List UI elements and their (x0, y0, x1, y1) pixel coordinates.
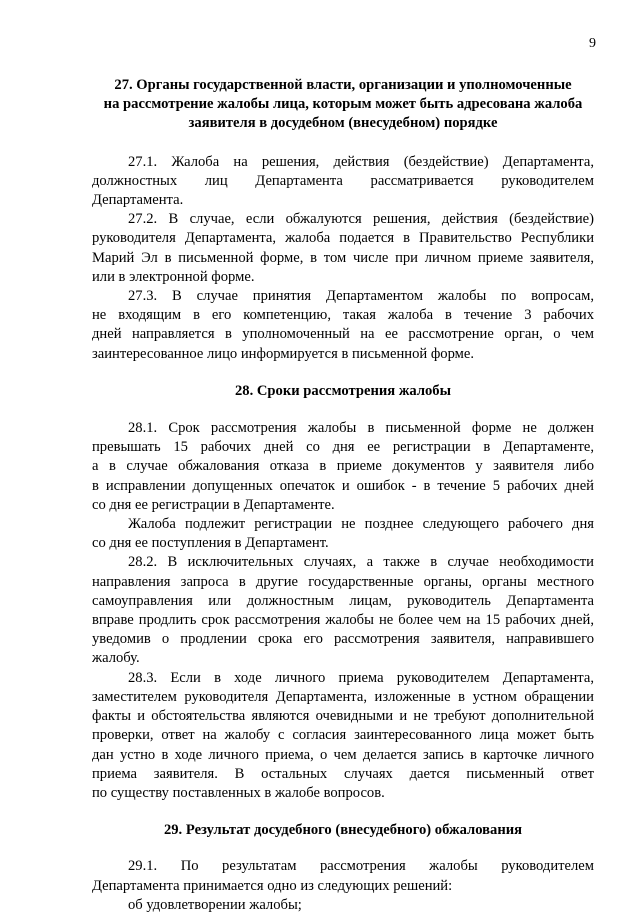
paragraph-line: заместителем руководителя Департамента, изложенные в устном обращении (92, 688, 594, 705)
paragraph-line: уведомив о продлении срока его рассмотрения заявителя, направившего (92, 631, 594, 648)
spacer (92, 134, 594, 153)
section-27-title-line: заявителя в досудебном (внесудебном) порядке (188, 115, 498, 132)
paragraph-28-3 (92, 669, 594, 803)
paragraph-line: факты и обстоятельства являются очевидными и не требуют дополнительной (92, 708, 594, 725)
paragraph-line: 28.1. Срок рассмотрения жалобы в письменной форме не должен (128, 420, 594, 437)
section-27-title-line: 27. Органы государственной власти, организации и уполномоченные (114, 77, 572, 93)
paragraph-line: дней направляется в уполномоченный на ее рассмотрение орган, о чем (92, 326, 594, 343)
paragraph-28-1 (92, 419, 594, 515)
spacer (92, 803, 594, 821)
paragraph-27-2 (92, 210, 594, 287)
page-content (92, 76, 594, 915)
paragraph-line: 27.3. В случае принятия Департаментом жалобы по вопросам, (128, 288, 594, 305)
paragraph-line: приема заявителя. В остальных случаях дается письменный ответ (92, 765, 594, 782)
paragraph-27-1 (92, 153, 594, 211)
paragraph-28-2 (92, 553, 594, 668)
spacer (92, 401, 594, 419)
paragraph-line: руководителя Департамента, жалоба подается в Правительство Республики (92, 230, 594, 247)
paragraph-line: или в электронной форме. (92, 268, 255, 285)
paragraph-line: по существу поставленных в жалобе вопросов. (92, 784, 385, 801)
paragraph-29-1 (92, 857, 594, 895)
paragraph-line: со дня ее поступления в Департамент. (92, 535, 329, 552)
paragraph-29-decision-1 (92, 896, 594, 915)
paragraph-line: превышать 15 рабочих дней со дня ее регистрации в Департаменте, (92, 439, 594, 456)
paragraph-line: дан устно в ходе личного приема, о чем делается запись в карточке личного (92, 746, 594, 763)
spacer (92, 364, 594, 382)
paragraph-28-registration (92, 515, 594, 553)
paragraph-line: со дня ее регистрации в Департаменте. (92, 496, 335, 513)
page-number: 9 (589, 36, 596, 51)
paragraph-line: 29.1. По результатам рассмотрения жалобы руководителем (128, 858, 594, 875)
paragraph-line: направления запроса в другие государственные органы, органы местного (92, 573, 594, 590)
spacer (92, 840, 594, 857)
paragraph-line: 28.3. Если в ходе личного приема руководителем Департамента, (128, 669, 594, 686)
paragraph-line: самоуправления или должностным лицам, руководитель Департамента (92, 592, 594, 609)
section-29-title: 29. Результат досудебного (внесудебного) обжалования (163, 822, 523, 839)
paragraph-line: в исправлении допущенных опечаток и ошибок - в течение 5 рабочих дней (92, 477, 594, 494)
paragraph-line: 28.2. В исключительных случаях, а также в случае необходимости (128, 554, 594, 571)
section-28-title: 28. Сроки рассмотрения жалобы (234, 382, 451, 399)
paragraph-27-3 (92, 287, 594, 364)
paragraph-line: должностных лиц Департамента рассматривается руководителем (92, 172, 594, 189)
section-27-title (92, 76, 594, 134)
paragraph-line: Жалоба подлежит регистрации не позднее следующего рабочего дня (128, 516, 594, 533)
paragraph-line: Департамента принимается одно из следующих решений: (92, 877, 453, 894)
paragraph-line: проверки, ответ на жалобу с согласия заинтересованного лица может быть (92, 727, 594, 744)
paragraph-line: 27.2. В случае, если обжалуются решения, действия (бездействие) (128, 211, 594, 228)
paragraph-line: об удовлетворении жалобы; (128, 896, 302, 913)
paragraph-line: заинтересованное лицо информируется в письменной форме. (92, 345, 475, 362)
section-27-title-line: на рассмотрение жалобы лица, которым может быть адресована жалоба (103, 96, 583, 113)
paragraph-line: вправе продлить срок рассмотрения жалобы не более чем на 15 рабочих дней, (92, 612, 594, 629)
paragraph-line: жалобу. (92, 650, 140, 667)
paragraph-line: Департамента. (92, 192, 184, 209)
paragraph-line: Марий Эл в письменной форме, в том числе при личном приеме заявителя, (92, 249, 594, 266)
paragraph-line: а в случае обжалования отказа в приеме документов у заявителя либо (92, 458, 594, 475)
paragraph-line: не входящим в его компетенцию, такая жалоба в течение 3 рабочих (92, 307, 594, 324)
paragraph-line: 27.1. Жалоба на решения, действия (бездействие) Департамента, (128, 153, 594, 170)
